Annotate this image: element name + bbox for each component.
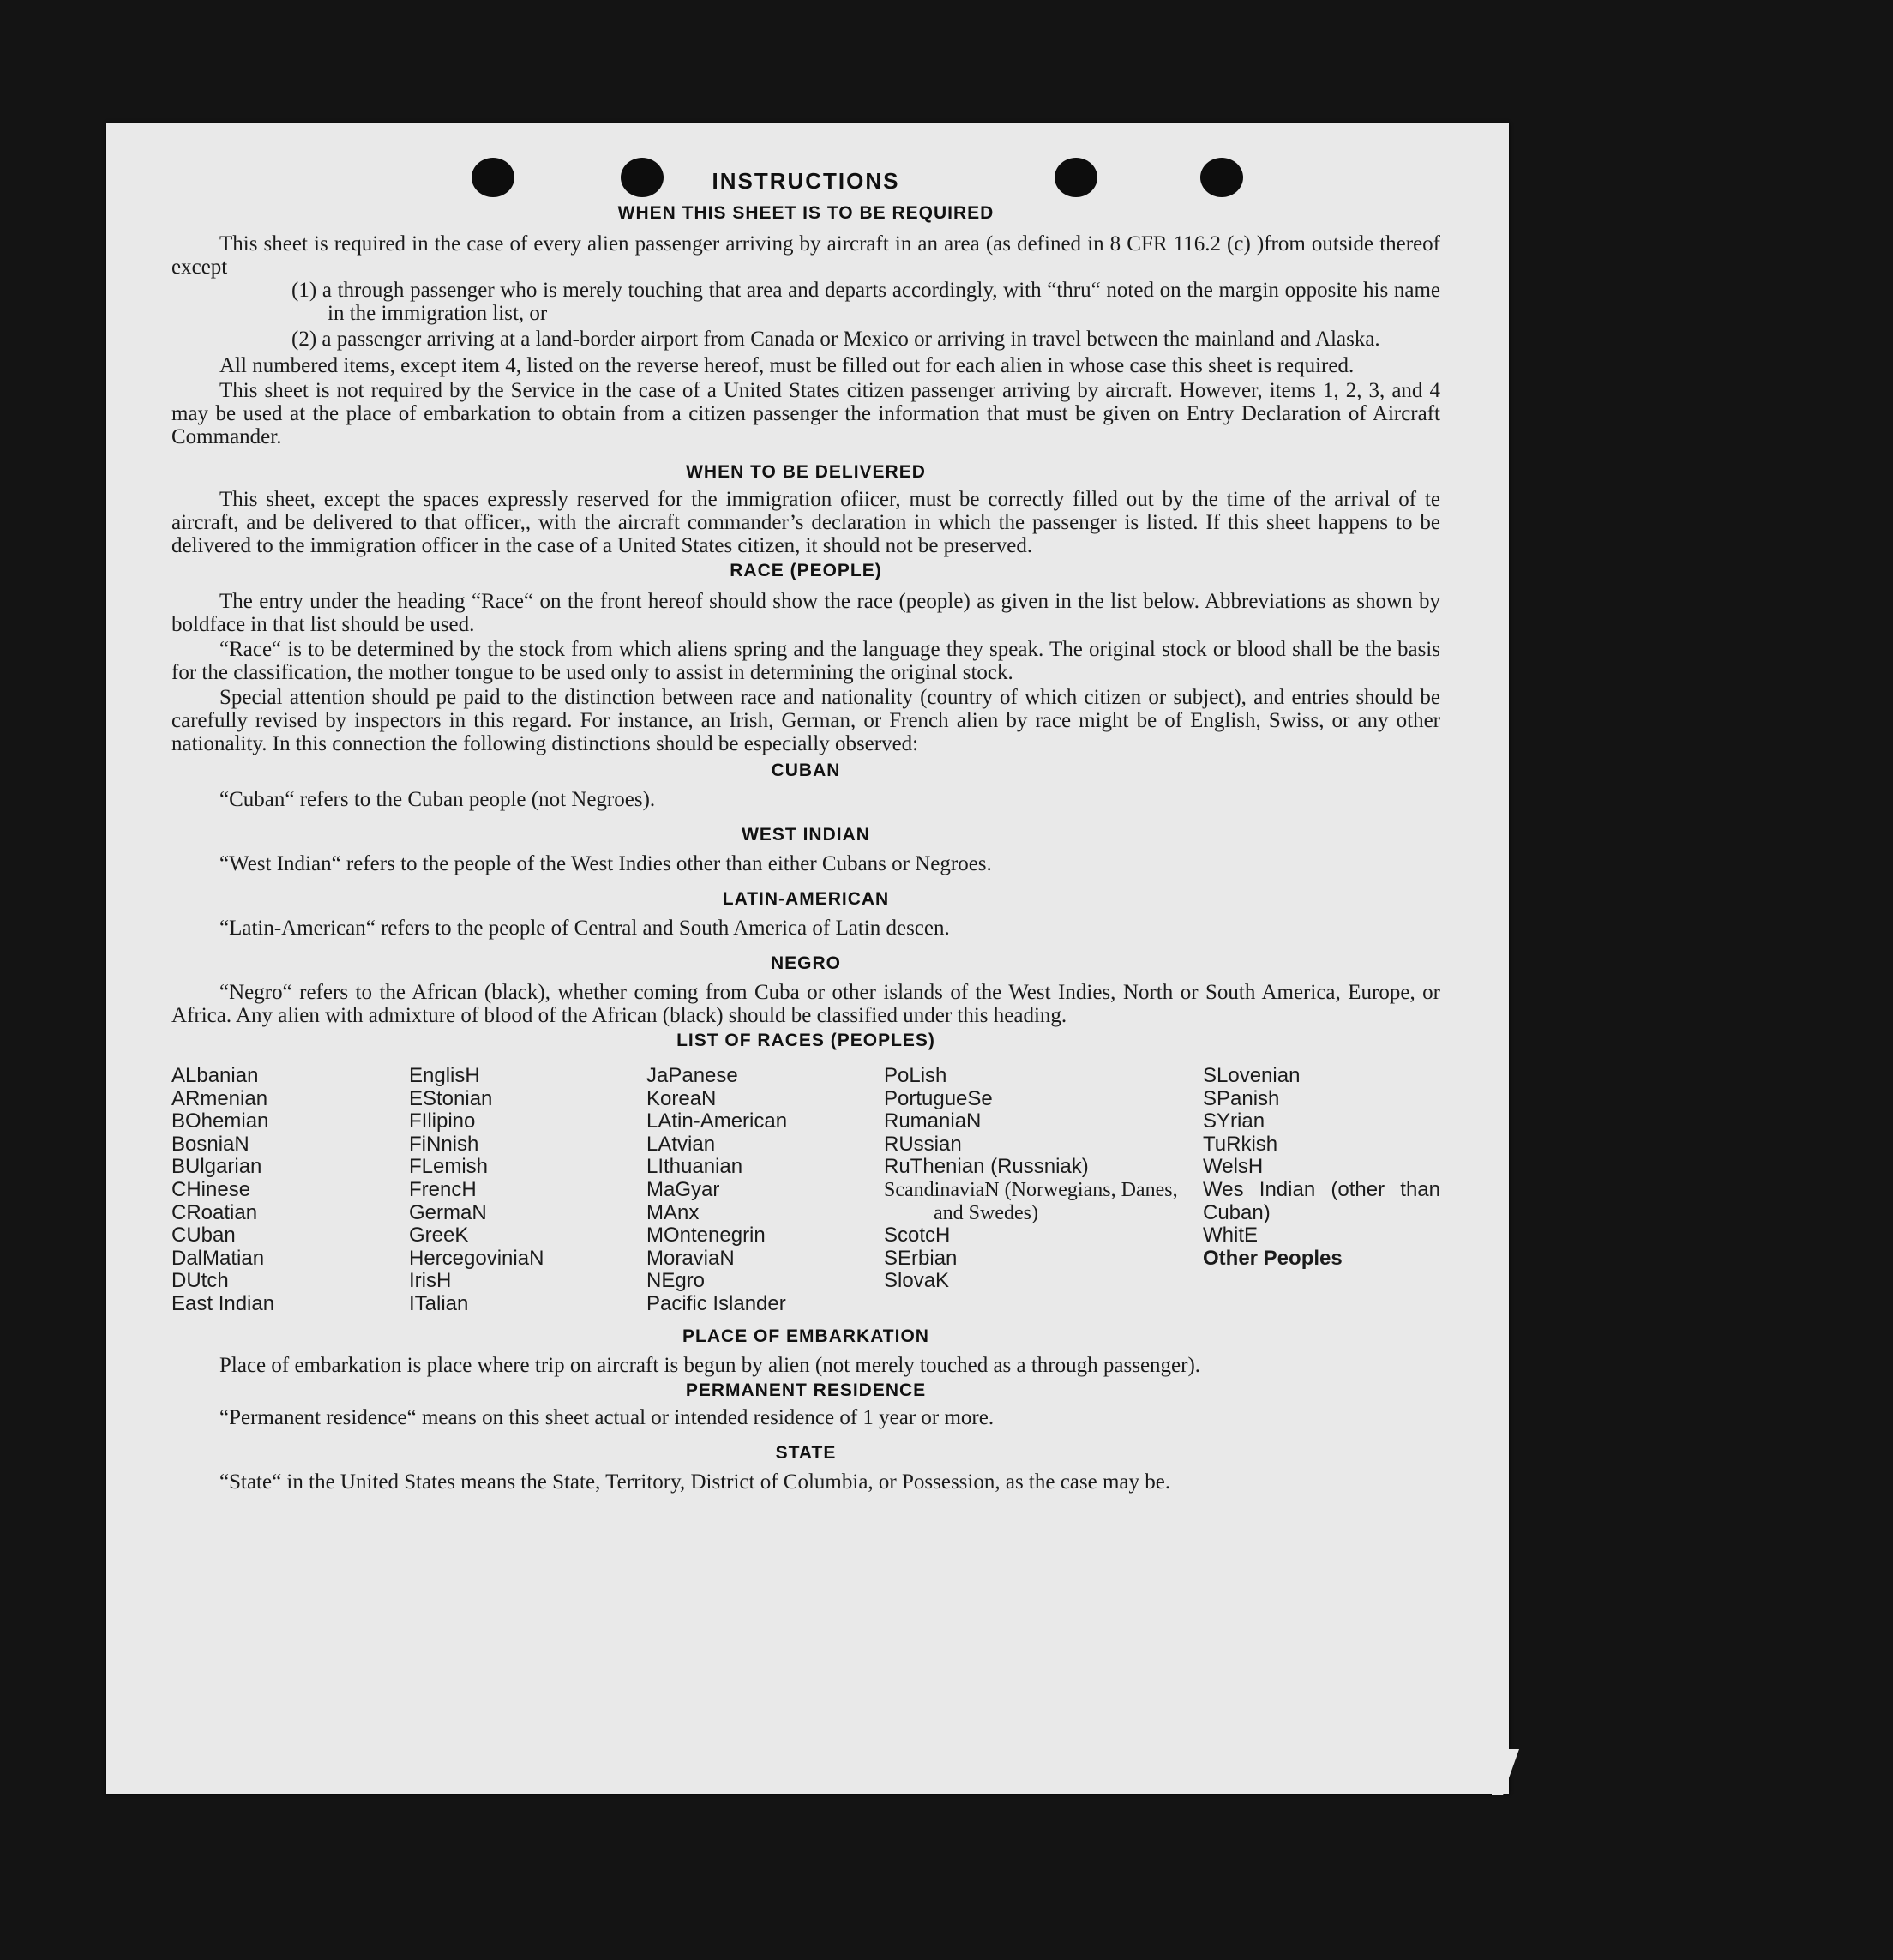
- paragraph: Special attention should pe paid to the distinction between race and nationality (country of which citizen or subject), and entries should be carefully revised by inspectors in this regard. For instance, an Irish, German, or French alien by race might be of English, Swiss, or any other nationality. In this connection the following distinctions should be especially observed:: [171, 686, 1440, 755]
- race-column-1: [171, 1065, 409, 1316]
- race-entry: FIlipino: [409, 1109, 476, 1133]
- race-entry: SLovenian: [1203, 1064, 1301, 1087]
- race-entry: RumaniaN: [884, 1109, 982, 1133]
- race-entry: Pacific Islander: [646, 1291, 786, 1315]
- heading-permanent-residence: PERMANENT RESIDENCE: [685, 1380, 927, 1400]
- heading-negro: NEGRO: [770, 953, 841, 973]
- race-entry: LIthuanian: [646, 1155, 743, 1179]
- race-entry: FiNnish: [409, 1132, 479, 1156]
- race-entry: SPanish: [1203, 1086, 1280, 1110]
- race-entry: MoraviaN: [646, 1246, 735, 1270]
- race-entry: WelsH: [1203, 1155, 1264, 1179]
- race-entry: DalMatian: [171, 1246, 265, 1270]
- race-column-2: [409, 1065, 646, 1316]
- race-entry: BosniaN: [171, 1132, 249, 1156]
- instructions-content: [171, 168, 1440, 1494]
- heading-when-required: WHEN THIS SHEET IS TO BE REQUIRED: [617, 203, 995, 223]
- race-entry: DUtch: [171, 1269, 229, 1293]
- race-entry: Other Peoples: [1203, 1246, 1343, 1270]
- race-entry: CHinese: [171, 1177, 251, 1201]
- paragraph: “Race“ is to be determined by the stock from which aliens spring and the language they speak. The original stock or blood shall be the basis for the classification, the mother tongue to be used only to assist in determining the original stock.: [171, 638, 1440, 684]
- heading-list-of-races: LIST OF RACES (PEOPLES): [676, 1031, 935, 1050]
- paragraph: “Permanent residence“ means on this sheet actual or intended residence of 1 year or more.: [219, 1405, 995, 1429]
- race-column-5: [1203, 1065, 1440, 1316]
- paragraph: “State“ in the United States means the State, Territory, District of Columbia, or Possession, as the case may be.: [219, 1470, 1171, 1494]
- race-entry: EnglisH: [409, 1064, 480, 1087]
- race-entry: SlovaK: [884, 1269, 950, 1293]
- race-entry: BUlgarian: [171, 1155, 262, 1179]
- paragraph: “Latin-American“ refers to the people of Central and South America of Latin descen.: [219, 917, 950, 940]
- race-entry: FrencH: [409, 1177, 477, 1201]
- paragraph: “West Indian“ refers to the people of the West Indies other than either Cubans or Negroes.: [219, 852, 992, 875]
- race-entry: RuThenian (Russniak): [884, 1155, 1089, 1179]
- paragraph: This sheet is not required by the Service in the case of a United States citizen passenger arriving by aircraft. However, items 1, 2, 3, and 4 may be used at the place of embarkation to obtain from a citizen passenger the information that must be given on Entry Declaration of Aircraft Commander.: [171, 379, 1440, 448]
- race-entry: Wes Indian (other than Cuban): [1203, 1177, 1440, 1224]
- heading-when-delivered: WHEN TO BE DELIVERED: [686, 462, 926, 482]
- race-entry: PoLish: [884, 1064, 947, 1087]
- heading-state: STATE: [775, 1442, 837, 1463]
- race-entry: NEgro: [646, 1269, 706, 1293]
- paragraph: This sheet, except the spaces expressly reserved for the immigration ofiicer, must be correctly filled out by the time of the arrival of te aircraft, and be delivered to that officer,, with the aircraft commander’s declaration in which the passenger is listed. If this sheet happens to be delivered to the immigration officer in the case of a United States citizen, it should not be preserved.: [171, 488, 1440, 557]
- race-entry: FLemish: [409, 1155, 489, 1179]
- heading-race: RACE (PEOPLE): [730, 561, 882, 580]
- race-entry: LAtvian: [646, 1132, 716, 1156]
- race-entry: TuRkish: [1203, 1132, 1278, 1156]
- race-entry: JaPanese: [646, 1064, 738, 1087]
- race-list: [171, 1065, 1440, 1316]
- race-entry: KoreaN: [646, 1086, 717, 1110]
- race-entry: WhitE: [1203, 1223, 1259, 1248]
- heading-place-of-embarkation: PLACE OF EMBARKATION: [682, 1326, 929, 1346]
- race-column-3: [646, 1065, 884, 1316]
- race-entry: GermaN: [409, 1200, 487, 1224]
- heading-cuban: CUBAN: [771, 761, 841, 780]
- exception-item-1: (1) a through passenger who is merely touching that area and departs accordingly, with “thru“ noted on the margin opposite his name in the immigration list, or: [291, 279, 1440, 325]
- race-entry: EStonian: [409, 1086, 493, 1110]
- race-entry: ALbanian: [171, 1064, 259, 1087]
- race-entry: SYrian: [1203, 1109, 1265, 1133]
- race-entry: MaGyar: [646, 1177, 720, 1201]
- race-entry: BOhemian: [171, 1109, 269, 1133]
- race-entry: CUban: [171, 1223, 236, 1248]
- paragraph: “Negro“ refers to the African (black), whether coming from Cuba or other islands of the West Indies, North or South America, Europe, or Africa. Any alien with admixture of blood of the African (black) should be classified under this heading.: [171, 981, 1440, 1027]
- paragraph: This sheet is required in the case of every alien passenger arriving by aircraft in an area (as defined in 8 CFR 116.2 (c) )from outside thereof except: [171, 232, 1440, 279]
- race-entry: LAtin-American: [646, 1109, 788, 1133]
- race-entry: CRoatian: [171, 1200, 258, 1224]
- race-entry: GreeK: [409, 1223, 469, 1248]
- heading-west-indian: WEST INDIAN: [742, 825, 870, 845]
- race-entry: ARmenian: [171, 1086, 268, 1110]
- race-entry: ScandinaviaN (Norwegians, Danes, and Swedes): [884, 1178, 1178, 1224]
- race-entry: MAnx: [646, 1200, 700, 1224]
- race-entry: East Indian: [171, 1291, 275, 1315]
- paragraph: The entry under the heading “Race“ on the front hereof should show the race (people) as given in the list below. Abbreviations as shown by boldface in that list should be used.: [171, 590, 1440, 636]
- race-entry: IrisH: [409, 1269, 452, 1293]
- exception-item-2: (2) a passenger arriving at a land-border airport from Canada or Mexico or arriving in travel between the mainland and Alaska.: [291, 328, 1380, 351]
- paragraph: Place of embarkation is place where trip on aircraft is begun by alien (not merely touched as a through passenger).: [219, 1353, 1201, 1377]
- race-entry: HercegoviniaN: [409, 1246, 544, 1270]
- instructions-title: INSTRUCTIONS: [712, 168, 900, 194]
- race-entry: MOntenegrin: [646, 1223, 766, 1248]
- race-column-4: [884, 1065, 1203, 1316]
- race-entry: SErbian: [884, 1246, 958, 1270]
- paragraph: All numbered items, except item 4, listed on the reverse hereof, must be filled out for each alien in whose case this sheet is required.: [219, 354, 1355, 377]
- heading-latin-american: LATIN-AMERICAN: [722, 889, 890, 909]
- race-entry: ScotcH: [884, 1223, 951, 1248]
- race-entry: PortugueSe: [884, 1086, 993, 1110]
- document-page: [106, 123, 1509, 1794]
- paragraph: “Cuban“ refers to the Cuban people (not Negroes).: [219, 788, 656, 811]
- race-entry: RUssian: [884, 1132, 962, 1156]
- race-entry: ITalian: [409, 1291, 469, 1315]
